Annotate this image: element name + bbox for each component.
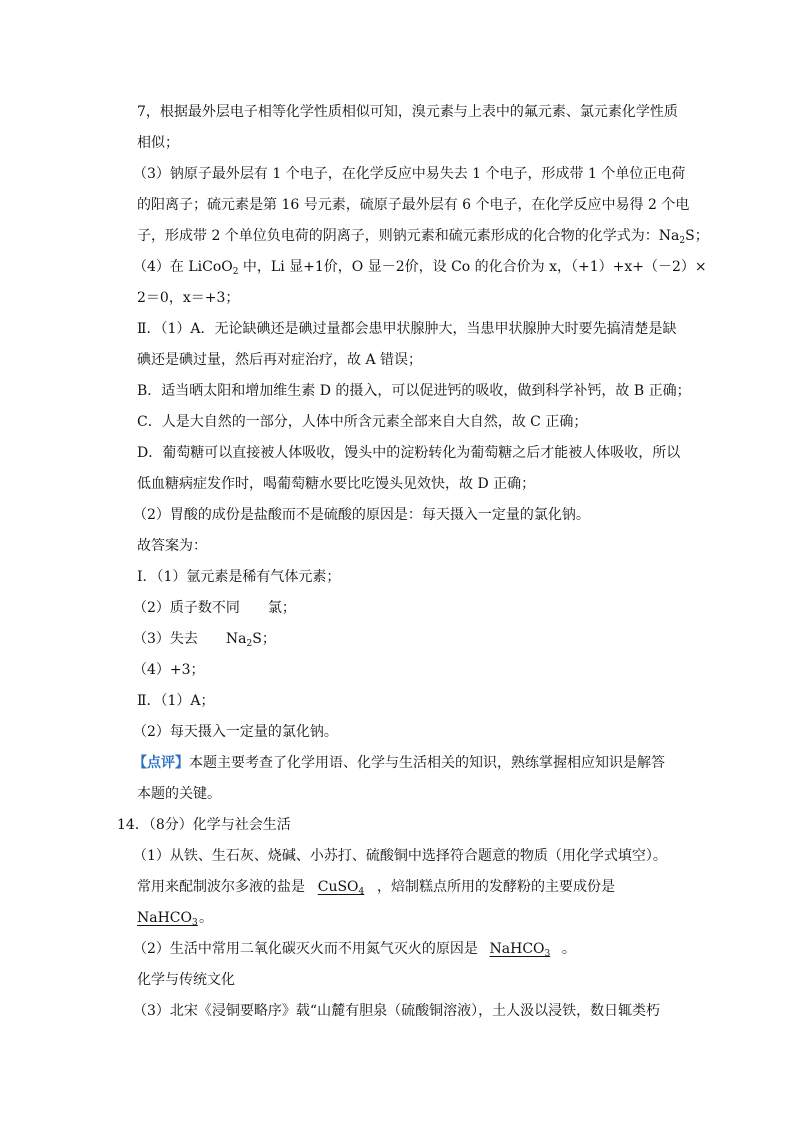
text-line: 常用来配制波尔多液的盐是 CuSO$_4$ ，焙制糕点所用的发酵粉的主要成份是: [137, 879, 615, 897]
text-line: （4）+3；: [133, 662, 205, 678]
text-line: （4）在 LiCoO$_2$ 中，Li 显+1价，O 显－2价，设 Co 的化合价为 x，（+1）+x+（－2）×: [133, 259, 707, 277]
question-title: 14．（8分）化学与社会生活: [117, 817, 291, 833]
text-line: D．葡萄糖可以直接被人体吸收，馒头中的淀粉转化为葡萄糖之后才能被人体吸收，所以: [137, 445, 681, 461]
text-line: 7，根据最外层电子相等化学性质相似可知，溴元素与上表中的氟元素、氯元素化学性质: [137, 104, 678, 120]
text-line: （1）从铁、生石灰、烧碱、小苏打、硫酸铜中选择符合题意的物质（用化学式填空）。: [133, 848, 667, 864]
text-line: （3）北宋《浸铜要略序》载“山麓有胆泉（硫酸铜溶液），土人汲以浸铁，数日辄类朽: [133, 1003, 661, 1019]
text-line: 故答案为：: [137, 538, 207, 554]
text-line: B．适当晒太阳和增加维生素 D 的摄入，可以促进钙的吸收，做到科学补钙，故 B 正确；: [137, 383, 691, 399]
text-line: （2）生活中常用二氧化碳灭火而不用氮气灭火的原因是 NaHCO$_3$ 。: [133, 941, 576, 959]
comment-tag: 【点评】: [133, 755, 189, 771]
text-line: C．人是大自然的一部分，人体中所含元素全部来自大自然，故 C 正确；: [137, 414, 588, 430]
text-line: 碘还是碘过量，然后再对症治疗，故 A 错误；: [137, 352, 423, 368]
text-line: NaHCO$_3$。: [137, 910, 213, 928]
text-line: （3）失去 $Na_2S$；: [133, 631, 276, 649]
text-line: 化学与传统文化: [137, 972, 235, 988]
text-line: 相似；: [137, 135, 179, 151]
text-line: 【点评】本题主要考查了化学用语、化学与生活相关的知识，熟练掌握相应知识是解答: [133, 755, 665, 771]
text-line: 低血糖病症发作时，喝葡萄糖水要比吃馒头见效快，故 D 正确；: [137, 476, 536, 492]
answer-blank: NaHCO$_3$: [489, 941, 551, 959]
text-line: （2）胃酸的成份是盐酸而不是硫酸的原因是：每天摄入一定量的氯化钠。: [133, 507, 590, 523]
answer-blank: CuSO$_4$: [317, 879, 365, 897]
text-line: 本题的关键。: [137, 786, 221, 802]
text-line: Ⅱ．（1）A；: [137, 693, 215, 709]
text-line: 的阳离子；硫元素是第 16 号元素，硫原子最外层有 6 个电子，在化学反应中易得 2 个电: [137, 197, 690, 213]
text-line: （3）钠原子最外层有 1 个电子，在化学反应中易失去 1 个电子，形成带 1 个单位正电荷: [133, 166, 686, 182]
text-line: （2）质子数不同 氯；: [133, 600, 296, 616]
text-line: （2）每天摄入一定量的氯化钠。: [133, 724, 338, 740]
text-line: Ⅰ．（1）氩元素是稀有气体元素；: [137, 569, 341, 585]
answer-blank: NaHCO$_3$: [137, 910, 198, 928]
text-line: 2＝0，x＝+3；: [137, 290, 240, 306]
text-line: 子，形成带 2 个单位负电荷的阴离子，则钠元素和硫元素形成的化合物的化学式为：$Na_2S$；: [137, 228, 709, 246]
text-line: Ⅱ．（1）A．无论缺碘还是碘过量都会患甲状腺肿大，当患甲状腺肿大时要先搞清楚是缺: [137, 321, 677, 337]
